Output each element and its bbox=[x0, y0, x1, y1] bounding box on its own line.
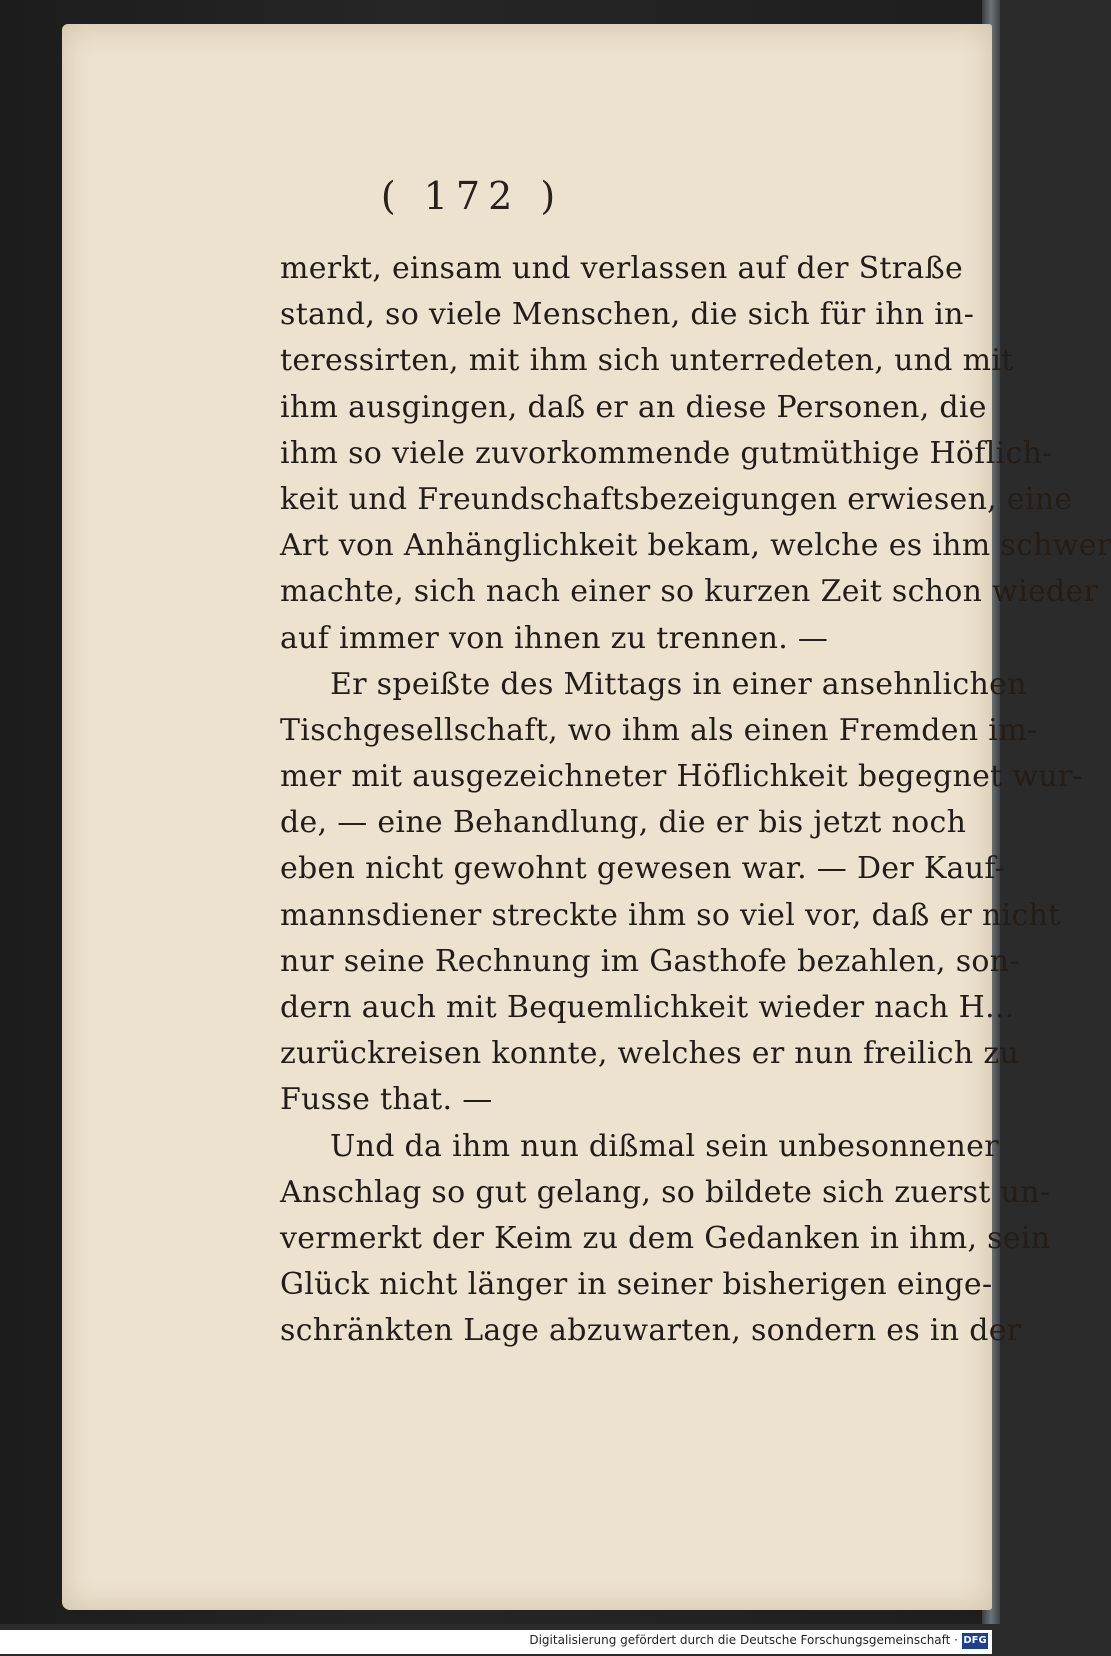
text-line: eben nicht gewohnt gewesen war. — Der Kauf- bbox=[280, 851, 1006, 887]
text-line: dern auch mit Bequemlichkeit wieder nach H... bbox=[280, 990, 1015, 1025]
text-line: ihm ausgingen, daß er an diese Personen, die bbox=[280, 389, 987, 425]
text-line: merkt, einsam und verlassen auf der Straße bbox=[280, 251, 963, 286]
text-line: Anschlag so gut gelang, so bildete sich zuerst un- bbox=[280, 1174, 1051, 1210]
text-line: Glück nicht länger in seiner bisherigen einge- bbox=[280, 1267, 993, 1303]
text-line: teressirten, mit ihm sich unterredeten, und mit bbox=[280, 343, 1014, 379]
text-line: Er speißte des Mittags in einer ansehnlichen bbox=[330, 666, 1027, 702]
dfg-logo: DFG bbox=[962, 1633, 988, 1649]
text-line: machte, sich nach einer so kurzen Zeit schon wieder bbox=[280, 574, 1099, 610]
text-line: stand, so viele Menschen, die sich für ihn in- bbox=[280, 297, 975, 333]
digitization-footer bbox=[0, 1630, 992, 1654]
text-line: mer mit ausgezeichneter Höflichkeit begegnet wur- bbox=[280, 759, 1084, 795]
text-line: de, — eine Behandlung, die er bis jetzt noch bbox=[280, 805, 967, 841]
text-line: Art von Anhänglichkeit bekam, welche es ihm schwer bbox=[280, 528, 1111, 564]
page-number: ( 172 ) bbox=[380, 174, 564, 218]
text-line: ihm so viele zuvorkommende gutmüthige Höflich- bbox=[280, 435, 1053, 471]
text-line: nur seine Rechnung im Gasthofe bezahlen, son- bbox=[280, 943, 1020, 979]
book-page bbox=[62, 24, 1111, 1610]
text-line: Tischgesellschaft, wo ihm als einen Fremden im- bbox=[280, 712, 1038, 748]
text-line: auf immer von ihnen zu trennen. — bbox=[280, 620, 829, 656]
funding-credit: Digitalisierung gefördert durch die Deutsche Forschungsgemeinschaft · bbox=[529, 1633, 958, 1647]
text-line: mannsdiener streckte ihm so viel vor, daß er nicht bbox=[280, 897, 1061, 933]
body-text bbox=[280, 246, 1111, 1355]
text-line: schränkten Lage abzuwarten, sondern es in der bbox=[280, 1313, 1022, 1349]
text-line: Fusse that. — bbox=[280, 1082, 493, 1118]
text-line: keit und Freundschaftsbezeigungen erwiesen, eine bbox=[280, 481, 1073, 517]
text-line: zurückreisen konnte, welches er nun freilich zu bbox=[280, 1036, 1020, 1072]
text-line: Und da ihm nun dißmal sein unbesonnener bbox=[330, 1128, 999, 1164]
text-line: vermerkt der Keim zu dem Gedanken in ihm, sein bbox=[280, 1220, 1051, 1256]
